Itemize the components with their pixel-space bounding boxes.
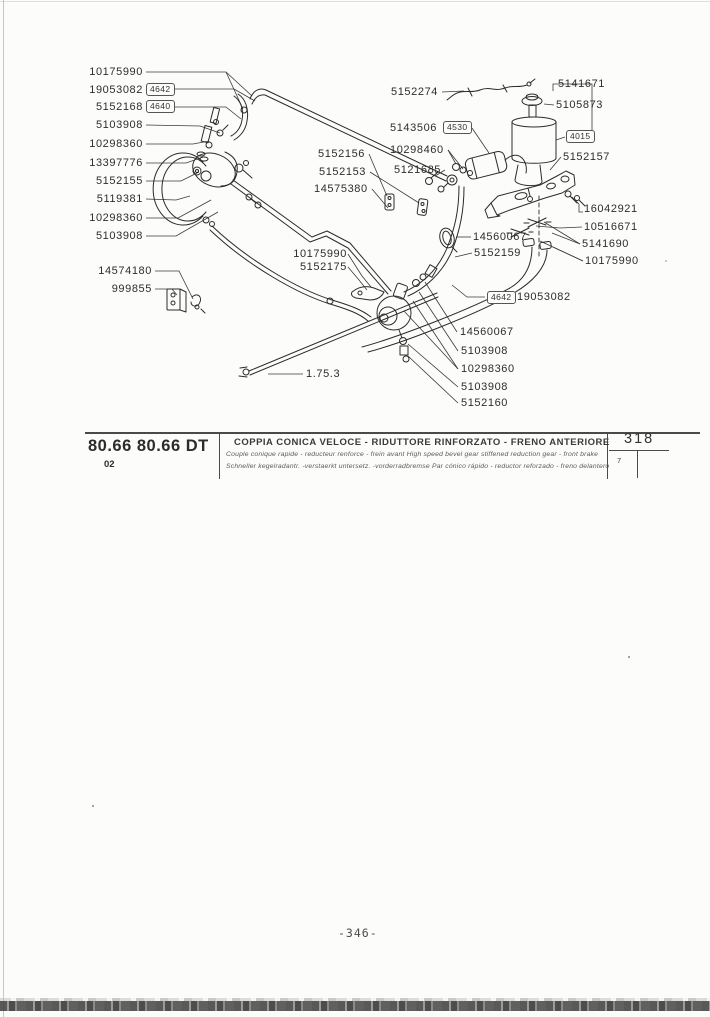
part-number-label: 5105873 bbox=[556, 99, 604, 111]
part-number-label: 10298360 bbox=[461, 363, 515, 375]
part-number-label: 5103908 bbox=[95, 119, 143, 131]
group-code-box: 4530 bbox=[443, 121, 472, 134]
elbow-pipe-drawing bbox=[231, 94, 248, 140]
group-code-box: 4642 bbox=[487, 291, 516, 304]
part-number-label: 5141671 bbox=[558, 78, 606, 90]
part-number-label: 10298460 bbox=[390, 144, 444, 156]
wire-drawing bbox=[447, 79, 535, 100]
part-number-label: 13397776 bbox=[89, 157, 143, 169]
part-number-label: 5152157 bbox=[563, 151, 611, 163]
group-code-box: 4015 bbox=[566, 130, 595, 143]
sheet-number: 7 bbox=[617, 456, 622, 465]
part-number-label: 14560067 bbox=[473, 231, 527, 243]
brake-pipe-lower-drawing bbox=[231, 180, 391, 294]
clamp-plate-drawing bbox=[352, 287, 385, 300]
drawing-title: COPPIA CONICA VELOCE - RIDUTTORE RINFORZATO - FRENO ANTERIORE bbox=[234, 437, 610, 448]
group-code-box: 4640 bbox=[146, 100, 175, 113]
flex-hose-drawing bbox=[404, 186, 464, 296]
part-number-label: 10298360 bbox=[89, 138, 143, 150]
plate-clip-drawing bbox=[167, 289, 205, 313]
part-number-label: 19053082 bbox=[517, 291, 571, 303]
part-number-label: 999855 bbox=[111, 283, 152, 295]
part-number-label: 5103908 bbox=[461, 345, 509, 357]
part-number-label: 10175990 bbox=[585, 255, 639, 267]
part-number-label: 19053082 bbox=[89, 84, 143, 96]
part-number-label: 5119381 bbox=[96, 193, 143, 205]
figure-reference-label: 1.75.3 bbox=[306, 368, 341, 380]
page-number: -346- bbox=[338, 926, 378, 940]
model-code: 80.66 80.66 DT bbox=[88, 437, 209, 455]
drawing-subtitle-de-es: Schneller kegelradantr. -verstaerkt untersetz. -vorderradbremse Par cónico rápido - reductor reforzado - freno delantero bbox=[226, 463, 610, 470]
bolts-drawing bbox=[565, 191, 585, 206]
part-number-label: 5152160 bbox=[461, 397, 509, 409]
part-number-label: 10175990 bbox=[89, 66, 143, 78]
part-number-label: 5103908 bbox=[461, 381, 509, 393]
part-number-label: 5103908 bbox=[95, 230, 143, 242]
group-code-box: 4642 bbox=[146, 83, 175, 96]
brake-valve-drawing bbox=[153, 107, 261, 227]
part-number-label: 10175990 bbox=[293, 248, 347, 260]
pipe-brackets-drawing bbox=[385, 172, 438, 216]
part-number-label: 10516671 bbox=[584, 221, 638, 233]
part-number-label: 5152159 bbox=[474, 247, 522, 259]
hose-drawing bbox=[210, 226, 371, 321]
part-number-label: 5152155 bbox=[95, 175, 143, 187]
drawing-subtitle-fr-en: Couple conique rapide - reducteur renforce - frein avant High speed bevel gear stiffened reduction gear - front brake bbox=[226, 451, 599, 458]
part-number-label: 10298360 bbox=[89, 212, 143, 224]
part-number-label: 5152274 bbox=[391, 86, 439, 98]
title-block-divider bbox=[637, 450, 638, 478]
part-number-label: 5152175 bbox=[299, 261, 347, 273]
drawing-number: 318 bbox=[624, 431, 655, 447]
part-number-label: 5141690 bbox=[582, 238, 630, 250]
part-number-label: 5143506 bbox=[390, 122, 438, 134]
tie-rod-drawing bbox=[239, 293, 438, 377]
title-block-divider bbox=[219, 433, 220, 479]
model-variant: 02 bbox=[104, 459, 115, 470]
part-number-label: 14560067 bbox=[460, 326, 514, 338]
title-block-rule bbox=[609, 450, 669, 451]
part-number-label: 14575380 bbox=[314, 183, 368, 195]
part-number-label: 16042921 bbox=[584, 203, 638, 215]
part-number-label: 5152168 bbox=[95, 101, 143, 113]
part-number-label: 5152153 bbox=[319, 166, 367, 178]
part-number-label: 5121685 bbox=[394, 164, 442, 176]
part-number-label: 5152156 bbox=[318, 148, 366, 160]
part-number-label: 14574180 bbox=[98, 265, 152, 277]
